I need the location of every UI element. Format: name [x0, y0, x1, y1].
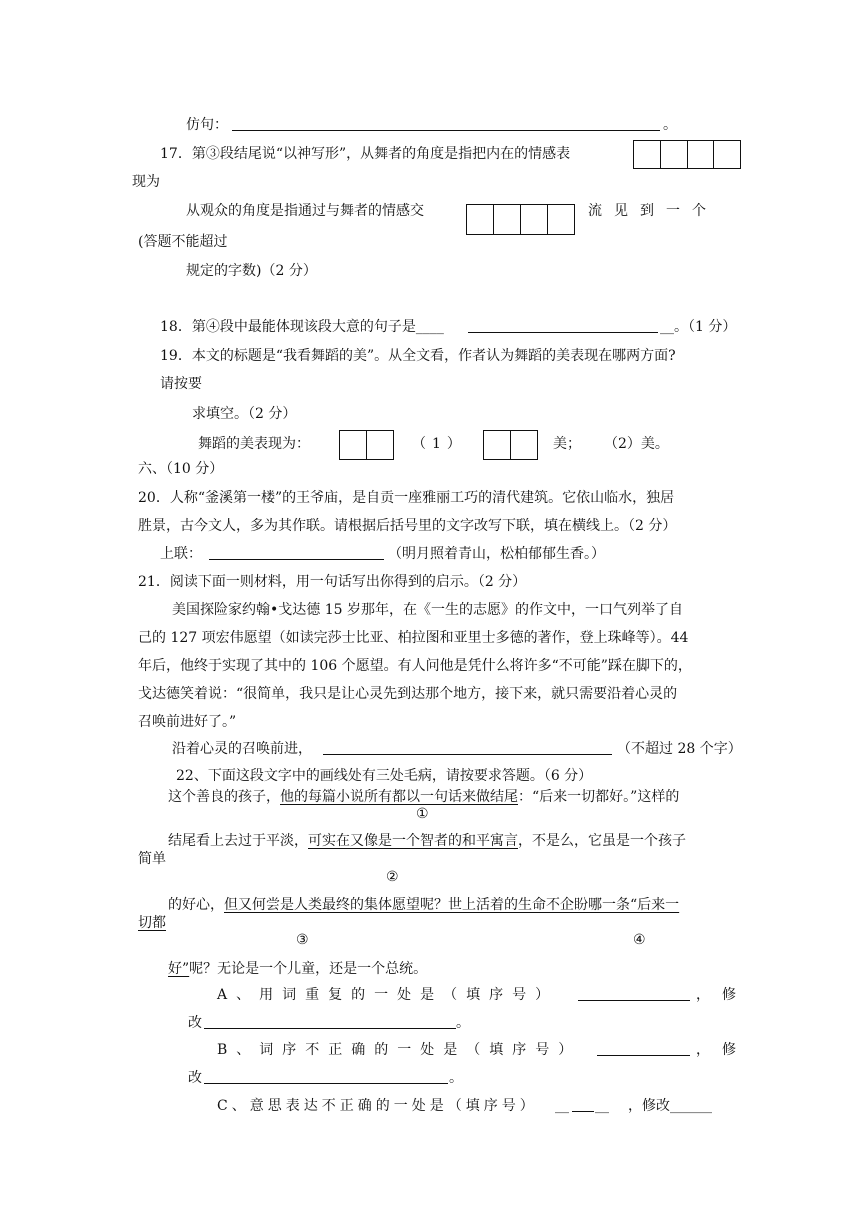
q19-line2: 求填空。（2 分） [192, 406, 297, 422]
q22-s1a: 这个善良的孩子， [168, 789, 280, 805]
q22-a-number-blank[interactable] [578, 1000, 690, 1001]
q22-s2d: 简单 [138, 851, 166, 867]
q22-c-number-blank[interactable] [572, 1111, 594, 1112]
q18-tail: __。（1 分） [660, 319, 737, 335]
q17-line3: 规定的字数)（2 分） [186, 263, 317, 279]
q22-s3a: 的好心， [168, 897, 224, 913]
q21-p3: 年后，他终于实现了其中的 106 个愿望。有人问他是凭什么将许多“不可能”踩在脚下的， [138, 658, 692, 674]
q22-c-end: ，修改______ [628, 1098, 712, 1114]
q22-s4a-underlined: 好” [168, 961, 190, 977]
q18-text: 18．第④段中最能体现该段大意的句子是____ [160, 319, 444, 335]
q18-blank[interactable] [468, 332, 658, 333]
q19-answer-box-2[interactable] [483, 430, 538, 460]
section6-heading: 六、（10 分） [138, 461, 224, 477]
q21-blank[interactable] [323, 754, 612, 755]
q20-line2: 胜景，古今文人，多为其作联。请根据后括号里的文字改写下联，填在横线上。（2 分） [138, 518, 677, 534]
q17-line1: 17．第③段结尾说“以神写形”，从舞者的角度是指把内在的情感表 [160, 146, 571, 162]
q22-s2b-underlined: 可实在又像是一个智者的和平寓言 [308, 833, 518, 849]
q22-a-end: ，修 [696, 987, 748, 1003]
q22-b-fix: 改 [188, 1070, 202, 1086]
q21-line1: 21．阅读下面一则材料，用一句话写出你得到的启示。（2 分） [138, 574, 527, 590]
q22-s3c-underlined: 世上活着的生命不企盼哪一条“后来一 [448, 897, 680, 913]
q20-hint: （明月照着青山，松柏郁郁生香。） [388, 546, 605, 562]
q22-s4b: 呢？无论是一个儿童，还是一个总统。 [189, 961, 428, 977]
q19-mark2: （2）美。 [604, 436, 669, 452]
q22-b-fix-blank[interactable] [204, 1083, 448, 1084]
q22-sentence3 [168, 896, 679, 914]
q22-sentence2 [168, 832, 686, 850]
q22-a-dot: 。 [456, 1015, 470, 1031]
q19-mark-mei: 美； [553, 436, 581, 452]
q19-line1b: 请按要 [160, 376, 202, 392]
q22-marker-3: ③ [296, 932, 309, 948]
q17-answer-box-1[interactable] [633, 140, 741, 169]
q21-answer-label: 沿着心灵的召唤前进， [172, 741, 312, 757]
q22-b-number-blank[interactable] [597, 1055, 690, 1056]
q22-s2c: ，不是么，它虽是一个孩子 [518, 833, 686, 849]
q21-p5: 召唤前进好了。” [138, 714, 237, 730]
q22-marker-4: ④ [633, 932, 646, 948]
q22-s1c: ：“后来一切都好。”这样的 [518, 789, 680, 805]
q21-hint: （不超过 28 个字） [617, 741, 742, 757]
q19-answer-box-1[interactable] [339, 430, 394, 460]
q19-answer-label: 舞蹈的美表现为： [198, 436, 310, 452]
q22-s1b-underlined: 他的每篇小说所有都以一句话来做结尾 [280, 789, 518, 805]
q22-a-fix: 改 [188, 1015, 202, 1031]
q17-line2-tail: 流见到一个 [588, 203, 718, 219]
q20-label: 上联： [160, 546, 202, 562]
q22-s3d: 切都 [138, 915, 166, 931]
q21-p4: 戈达德笑着说：“很简单，我只是让心灵先到达那个地方，接下来，就只需要沿着心灵的 [138, 686, 678, 702]
q22-b-end: ，修 [696, 1042, 748, 1058]
q17-line2: 从观众的角度是指通过与舞者的情感交 [186, 203, 424, 219]
q21-p1: 美国探险家约翰•戈达德 15 岁那年，在《一生的志愿》的作文中，一口气列举了自 [172, 602, 683, 618]
q22-marker-1: ① [416, 806, 429, 822]
q22-b-label: B、词序不正确的一处是（填序号） [217, 1042, 582, 1058]
imitation-end: 。 [663, 117, 677, 133]
q17-line1b: 现为 [132, 174, 160, 190]
q22-s2a: 结尾看上去过于平淡， [168, 833, 308, 849]
q22-c-blank-left: __ [555, 1098, 569, 1114]
q22-marker-2: ② [386, 869, 399, 885]
q17-line2b: (答题不能超过 [138, 234, 228, 250]
q19-line1: 19．本文的标题是“我看舞蹈的美”。从全文看，作者认为舞蹈的美表现在哪两方面? [160, 348, 676, 364]
imitation-blank[interactable] [232, 130, 660, 131]
q22-sentence4 [168, 960, 427, 978]
q20-line1: 20．人称“釜溪第一楼”的王爷庙，是自贡一座雅丽工巧的清代建筑。它依山临水，独居 [138, 490, 675, 506]
q22-c-label: C、意思表达不正确的一处是（填序号） [217, 1098, 538, 1114]
q22-b-dot: 。 [449, 1070, 463, 1086]
q17-answer-box-2[interactable] [466, 204, 575, 235]
imitation-label: 仿句： [186, 117, 228, 133]
q19-mark1: （1） [412, 436, 467, 452]
q21-p2: 己的 127 项宏伟愿望（如读完莎士比亚、柏拉图和亚里士多德的著作，登上珠峰等）。44 [138, 630, 689, 646]
q22-a-label: A、用词重复的一处是（填序号） [217, 987, 559, 1003]
q22-line1: 22、下面这段文字中的画线处有三处毛病，请按要求答题。（6 分） [176, 768, 593, 784]
q22-c-blank-right: __ [595, 1098, 609, 1114]
q22-a-fix-blank[interactable] [204, 1028, 456, 1029]
q22-s3b-underlined: 但又何尝是人类最终的集体愿望呢？ [224, 897, 448, 913]
q22-sentence1 [168, 788, 679, 806]
q20-blank[interactable] [209, 559, 384, 560]
